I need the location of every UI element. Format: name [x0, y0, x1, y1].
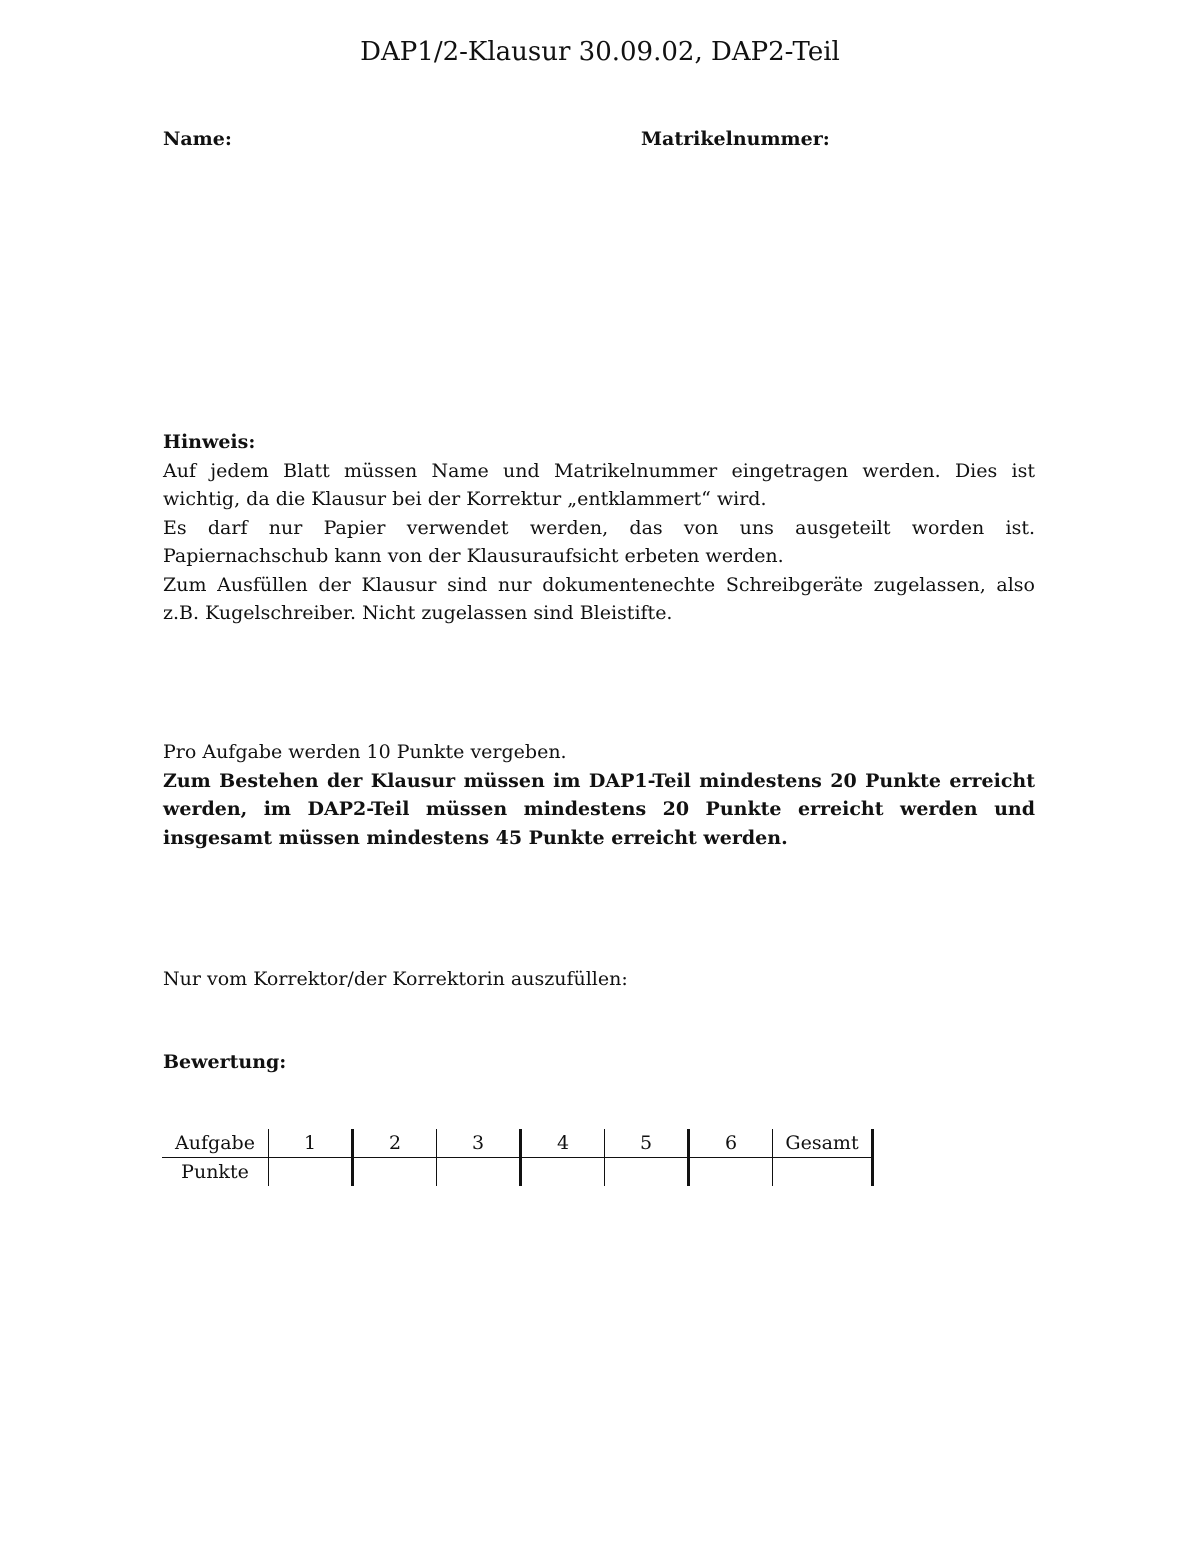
task-header-5: 5	[605, 1129, 689, 1158]
task-header-4: 4	[521, 1129, 605, 1158]
hinweis-section	[163, 428, 1035, 628]
hinweis-paragraph: Auf jedem Blatt müssen Name und Matrikelnummer eingetragen werden. Dies ist wichtig, da die Klausur bei der Korrektur „entklammert“ wird.	[163, 459, 1035, 510]
row-label-aufgabe: Aufgabe	[162, 1129, 269, 1158]
score-table-header-row	[162, 1129, 873, 1158]
score-cell-3	[437, 1158, 521, 1187]
task-header-2: 2	[353, 1129, 437, 1158]
matrikel-label: Matrikelnummer:	[641, 128, 830, 150]
points-requirement: Zum Bestehen der Klausur müssen im DAP1-Teil mindestens 20 Punkte erreicht werden, im DAP2-Teil müssen mindestens 20 Punkte erreicht werden und insgesamt müssen mindestens 45 Punkte erreicht werden.	[163, 769, 1035, 849]
bewertung-heading: Bewertung:	[163, 1051, 287, 1073]
task-header-6: 6	[689, 1129, 773, 1158]
score-table	[162, 1129, 874, 1186]
name-label: Name:	[163, 128, 232, 150]
score-cell-4	[521, 1158, 605, 1187]
task-header-1: 1	[269, 1129, 353, 1158]
korrektor-section	[163, 965, 1035, 994]
page-title: DAP1/2-Klausur 30.09.02, DAP2-Teil	[360, 37, 840, 67]
task-header-gesamt: Gesamt	[773, 1129, 873, 1158]
row-label-punkte: Punkte	[162, 1158, 269, 1187]
score-cell-6	[689, 1158, 773, 1187]
hinweis-heading: Hinweis:	[163, 431, 256, 453]
hinweis-paragraph: Es darf nur Papier verwendet werden, das von uns ausgeteilt worden ist. Papiernachschub kann von der Klausuraufsicht erbeten werden.	[163, 516, 1035, 567]
korrektor-note: Nur vom Korrektor/der Korrektorin auszufüllen:	[163, 968, 628, 990]
score-table-points-row	[162, 1158, 873, 1187]
score-cell-5	[605, 1158, 689, 1187]
points-intro: Pro Aufgabe werden 10 Punkte vergeben.	[163, 741, 567, 763]
hinweis-paragraph: Zum Ausfüllen der Klausur sind nur dokumentenechte Schreibgeräte zugelassen, also z.B. Kugelschreiber. Nicht zugelassen sind Bleistifte.	[163, 573, 1035, 624]
task-header-3: 3	[437, 1129, 521, 1158]
score-cell-2	[353, 1158, 437, 1187]
score-cell-gesamt	[773, 1158, 873, 1187]
bewertung-section	[163, 1048, 1035, 1077]
score-cell-1	[269, 1158, 353, 1187]
points-section	[163, 738, 1035, 852]
